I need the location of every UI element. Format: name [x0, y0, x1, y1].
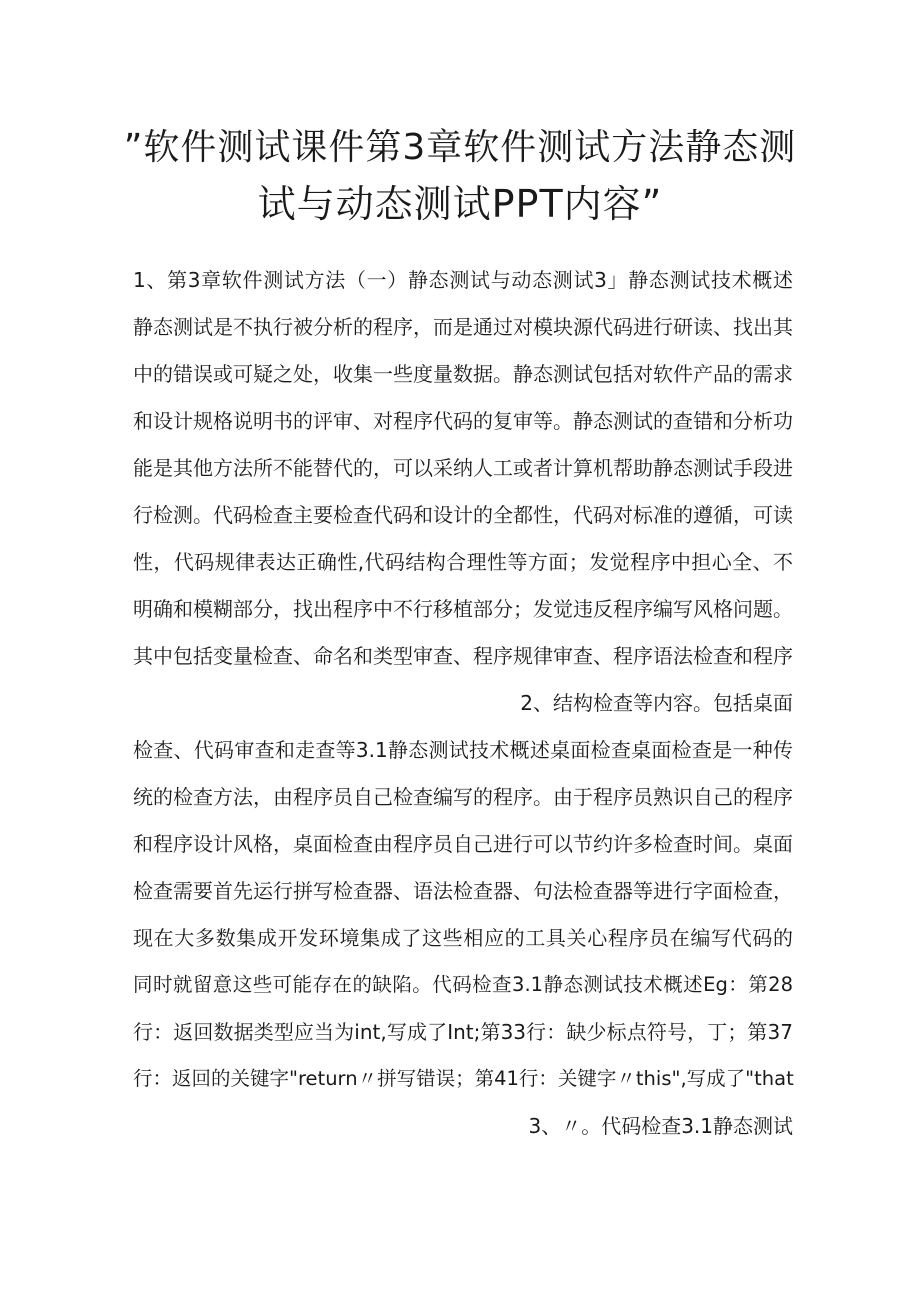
- body-line-5: 能是其他方法所不能替代的，可以采纳人工或者计算机帮助静态测试手段进: [133, 456, 793, 480]
- title-line-1: ”软件测试课件第3章软件测试方法静态测: [123, 127, 797, 168]
- body-line-13: 和程序设计风格，桌面检查由程序员自己进行可以节约许多检查时间。桌面: [133, 832, 793, 856]
- body-line-16: 同时就留意这些可能存在的缺陷。代码检查3.1静态测试技术概述Eg：第28: [133, 973, 793, 996]
- body-line-14: 检查需要首先运行拼写检查器、语法检查器、句法检查器等进行字面检查，: [133, 879, 793, 903]
- body-line-8: 明确和模糊部分，找出程序中不行移植部分；发觉违反程序编写风格问题。: [133, 597, 793, 621]
- body-line-12: 统的检查方法，由程序员自己检查编写的程序。由于程序员熟识自己的程序: [133, 785, 793, 809]
- body-line-9: 其中包括变量检查、命名和类型审查、程序规律审查、程序语法检查和程序: [133, 644, 793, 668]
- body-line-1: 1、第3章软件测试方法（一）静态测试与动态测试3」静态测试技术概述: [133, 268, 793, 292]
- body-line-6: 行检测。代码检查主要检查代码和设计的全都性，代码对标准的遵循，可读: [133, 503, 793, 527]
- body-line-7: 性，代码规律表达正确性,代码结构合理性等方面；发觉程序中担心全、不: [133, 550, 793, 574]
- body-line-17: 行：返回数据类型应当为int,写成了Int;第33行：缺少标点符号，丁；第37: [133, 1020, 793, 1044]
- document-title: [120, 120, 800, 232]
- body-line-18: 行：返回的关键字"return〃拼写错误；第41行：关键字〃this",写成了"that: [133, 1067, 794, 1090]
- title-line-2: 试与动态测试PPT内容”: [257, 182, 663, 226]
- body-line-15: 现在大多数集成开发环境集成了这些相应的工具关心程序员在编写代码的: [133, 926, 793, 950]
- body-line-3: 中的错误或可疑之处，收集一些度量数据。静态测试包括对软件产品的需求: [133, 362, 793, 386]
- body-line-19: 3、〃。代码检查3.1静态测试: [528, 1114, 793, 1138]
- body-line-4: 和设计规格说明书的评审、对程序代码的复审等。静态测试的查错和分析功: [133, 409, 793, 433]
- body-line-10: 2、结构检查等内容。包括桌面: [520, 691, 793, 715]
- body-line-11: 检查、代码审查和走查等3.1静态测试技术概述桌面检查桌面检查是一种传: [133, 738, 793, 762]
- body-line-2: 静态测试是不执行被分析的程序，而是通过对模块源代码进行研读、找出其: [133, 315, 793, 339]
